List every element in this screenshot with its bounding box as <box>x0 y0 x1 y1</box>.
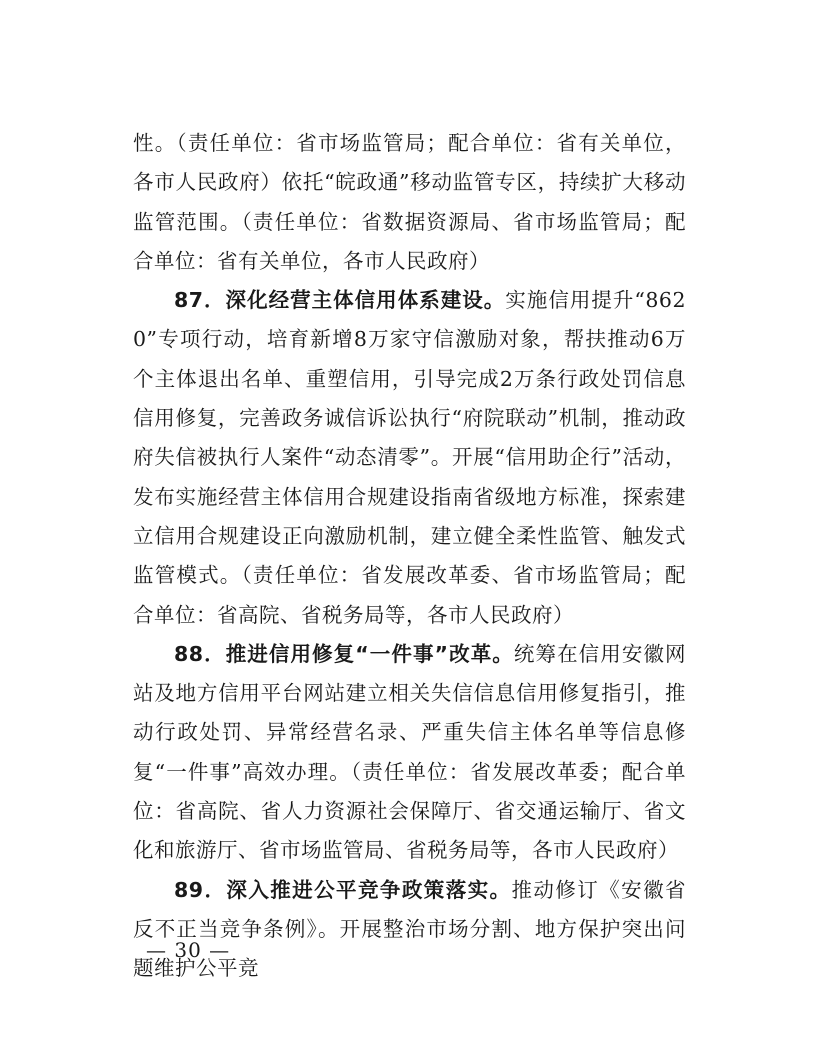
item-heading: 87．深化经营主体信用体系建设。 <box>174 288 506 313</box>
item-heading: 88．推进信用修复“一件事”改革。 <box>174 641 514 666</box>
paragraph-text: 统筹在信用安徽网站及地方信用平台网站建立相关失信信息信用修复指引，推动行政处罚、异常经营名录、严重失信主体名单等信息修复“一件事”高效办理。（责任单位：省发展改革委；配合单位：省高院、省人力资源社会保障厅、省交通运输厅、省文化和旅游厅、省市场监管局、省税务局等，各市人民政府） <box>133 641 687 863</box>
body-text <box>133 124 686 989</box>
page-number: — 30 — <box>146 938 231 962</box>
paragraph-item-89 <box>133 871 686 989</box>
paragraph-item-88 <box>133 635 686 871</box>
paragraph-text: 性。（责任单位：省市场监管局；配合单位：省有关单位，各市人民政府）依托“皖政通”移动监管专区，持续扩大移动监管范围。（责任单位：省数据资源局、省市场监管局；配合单位：省有关单位，各市人民政府） <box>133 131 686 273</box>
paragraph-text: 推动修订《安徽省反不正当竞争条例》。开展整治市场分割、地方保护突出问题维护公平竞 <box>133 877 686 981</box>
paragraph-text: 实施信用提升“8620”专项行动，培育新增8万家守信激励对象，帮扶推动6万个主体退出名单、重塑信用，引导完成2万条行政处罚信息信用修复，完善政务诚信诉讼执行“府院联动”机制，推动政府失信被执行人案件“动态清零”。开展“信用助企行”活动，发布实施经营主体信用合规建设指南省级地方标准，探索建立信用合规建设正向激励机制，建立健全柔性监管、触发式监管模式。（责任单位：省发展改革委、省市场监管局；配合单位：省高院、省税务局等，各市人民政府） <box>133 288 687 627</box>
paragraph-item-87 <box>133 281 686 635</box>
item-heading: 89．深入推进公平竞争政策落实。 <box>174 877 512 902</box>
paragraph-continuation <box>133 124 686 281</box>
